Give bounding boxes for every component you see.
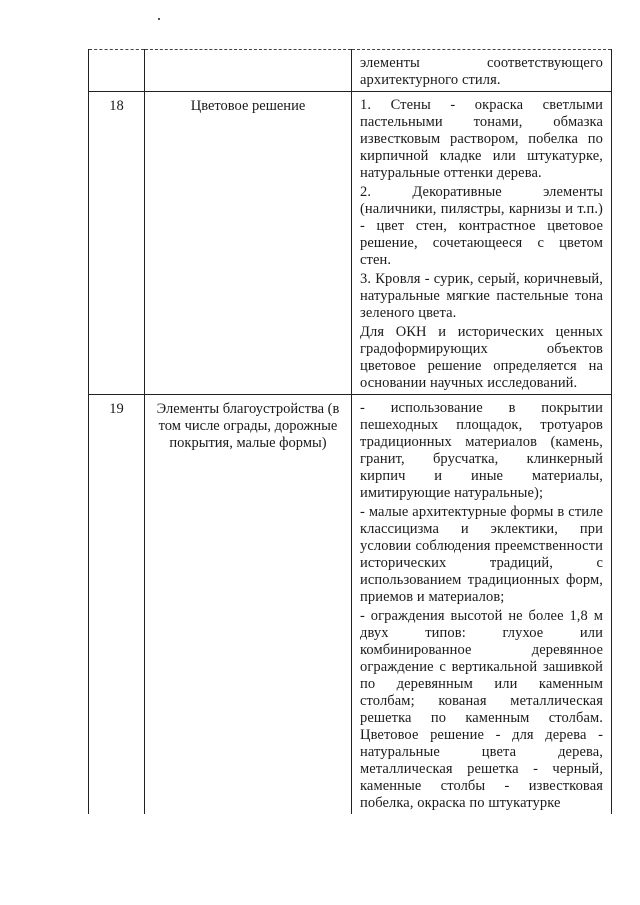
row-number: 19 [89,395,145,815]
row-number: 18 [89,92,145,395]
table-row [89,50,612,92]
row-title [145,50,352,92]
description-paragraph: элементы соответствующего архитектурного стиля. [360,55,603,88]
description-paragraph: - ограждения высотой не более 1,8 м двух типов: глухое или комбинированное деревянное ограждение с вертикальной зашивкой по деревянным или каменным столбам; кованая металлическая решетка по каменным столбам. Цветовое решение - для дерева - натуральные цвета дерева, металлическая решетка - черный, каменные столбы - известковая побелка, окраска по штукатурке [360,608,603,811]
scan-mark [158,18,160,20]
row-title: Элементы благоустройства (в том числе ограды, дорожные покрытия, малые формы) [145,395,352,815]
row-description [352,50,612,92]
row-description [352,395,612,815]
regulations-table [88,49,612,814]
description-paragraph: 1. Стены - окраска светлыми пастельными тонами, обмазка известковым раствором, побелка по кирпичной кладке или штукатурке, натуральные оттенки дерева. [360,97,603,181]
description-paragraph: 3. Кровля - сурик, серый, коричневый, натуральные мягкие пастельные тона зеленого цвета. [360,271,603,321]
description-paragraph: - малые архитектурные формы в стиле классицизма и эклектики, при условии соблюдения преемственности исторических традиций, с использованием традиционных форм, приемов и материалов; [360,504,603,605]
description-paragraph: 2. Декоративные элементы (наличники, пилястры, карнизы и т.п.) - цвет стен, контрастное цветовое решение, сочетающееся с цветом стен. [360,184,603,268]
table-row [89,395,612,815]
table-row [89,92,612,395]
row-description [352,92,612,395]
row-number [89,50,145,92]
description-paragraph: Для ОКН и исторических ценных градоформирующих объектов цветовое решение определяется на основании научных исследований. [360,324,603,391]
description-paragraph: - использование в покрытии пешеходных площадок, тротуаров традиционных материалов (камень, гранит, брусчатка, клинкерный кирпич и иные материалы, имитирующие натуральные); [360,400,603,501]
row-title: Цветовое решение [145,92,352,395]
